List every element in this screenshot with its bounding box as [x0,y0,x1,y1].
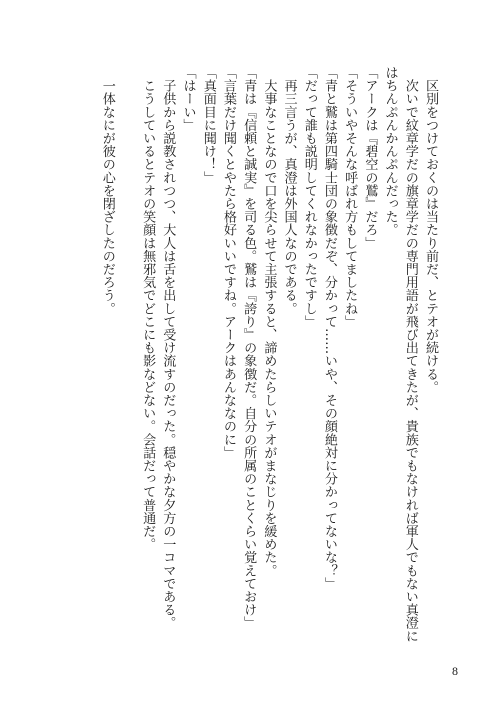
text-line: はちんぷんかんぷんだった。 [382,66,398,237]
text-line: 「だって誰も説明してくれなかったですし」 [301,66,317,328]
text-line: こうしているとテオの笑顔は無邪気でどこにも影などない。会話だって普通だ。 [140,66,156,551]
page-number: 8 [452,664,458,678]
text-line: 子供から説教されつつ、大人は舌を出して受け流すのだった。穏やかな夕方の一コマである。 [160,66,176,630]
blank-line [117,66,137,626]
vertical-body-text [80,66,440,643]
text-line: 一体なにが彼の心を閉ざしたのだろう。 [99,66,115,315]
text-line: 区別をつけておくのは当たり前だ、とテオが続ける。 [423,66,438,394]
text-line: 「そういやそんな呼ばれ方もしてましたね」 [342,66,358,328]
text-line: 「はーい」 [180,66,196,132]
text-line: 大事なことなので口を尖らせて主張すると、諦めたらしいテオがまなじりを緩めた。 [261,66,277,577]
text-line: 再三言うが、真澄は外国人なのである。 [281,66,297,315]
text-line: 「言葉だけ聞くとやたら格好いいですね。アークはあんななのに」 [220,66,236,459]
text-line: 「青は『信頼と誠実』を司る色。鷲は『誇り』の象徴だ。自分の所属のことくらい覚えておけ」 [241,66,257,630]
text-line: 次いで紋章学だの旗章学だの専門用語が飛び出てきたが、貴族でもなければ軍人でもない真澄に [402,66,418,643]
text-line: 「青と鷲は第四騎士団の象徴だぞ、分かって……いや、その顔絶対に分かってないな？」 [321,66,337,590]
text-line: 「真面目に聞け！」 [200,66,216,184]
text-line: 「アークは『碧空の鷲』だろ」 [362,66,378,250]
